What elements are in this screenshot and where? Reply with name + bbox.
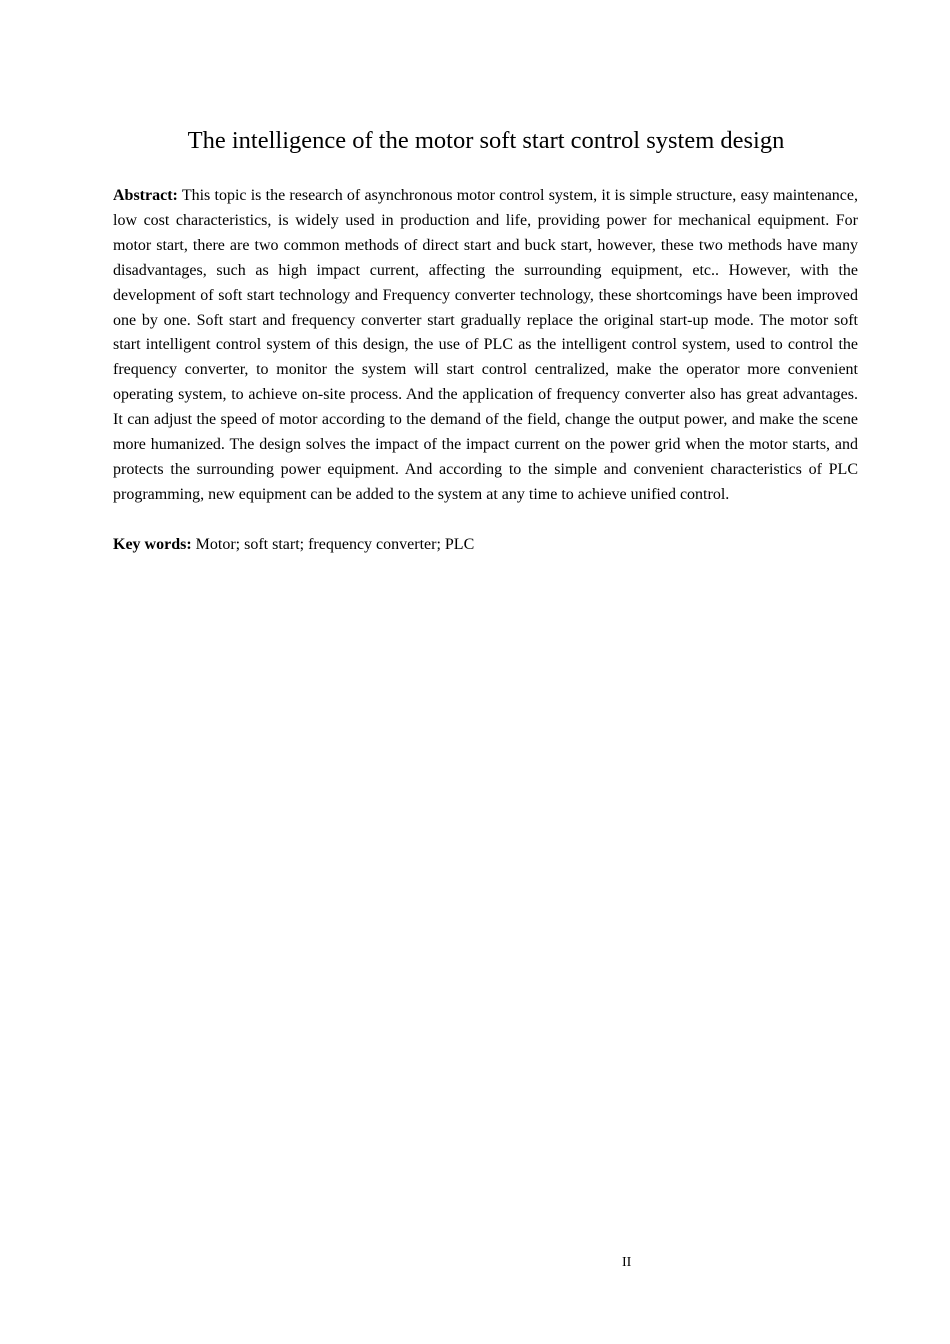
abstract-text: This topic is the research of asynchronous motor control system, it is simple structure, easy maintenance, low cost characteristics, is widely used in production and life, providing power for mechanical equipment. For motor start, there are two common methods of direct start and buck start, however, these two methods have many disadvantages, such as high impact current, affecting the surrounding equipment, etc.. However, with the development of soft start technology and Frequency converter technology, these shortcomings have been improved one by one. Soft start and frequency converter start gradually replace the original start-up mode. The motor soft start intelligent control system of this design, the use of PLC as the intelligent control system, used to control the frequency converter, to monitor the system will start control centralized, make the operator more convenient operating system, to achieve on-site process. And the application of frequency converter also has great advantages. It can adjust the speed of motor according to the demand of the field, change the output power, and make the scene more humanized. The design solves the impact of the impact current on the power grid when the motor starts, and protects the surrounding power equipment. And according to the simple and convenient characteristics of PLC programming, new equipment can be added to the system at any time to achieve unified control. — [113, 187, 859, 503]
keywords-line — [113, 533, 858, 558]
keywords-text: Motor; soft start; frequency converter; PLC — [195, 536, 475, 553]
document-title: The intelligence of the motor soft start control system design — [187, 127, 785, 154]
abstract-label: Abstract: — [113, 187, 178, 204]
abstract-paragraph — [113, 184, 858, 508]
page-number: II — [622, 1255, 632, 1270]
keywords-label: Key words: — [113, 536, 192, 553]
